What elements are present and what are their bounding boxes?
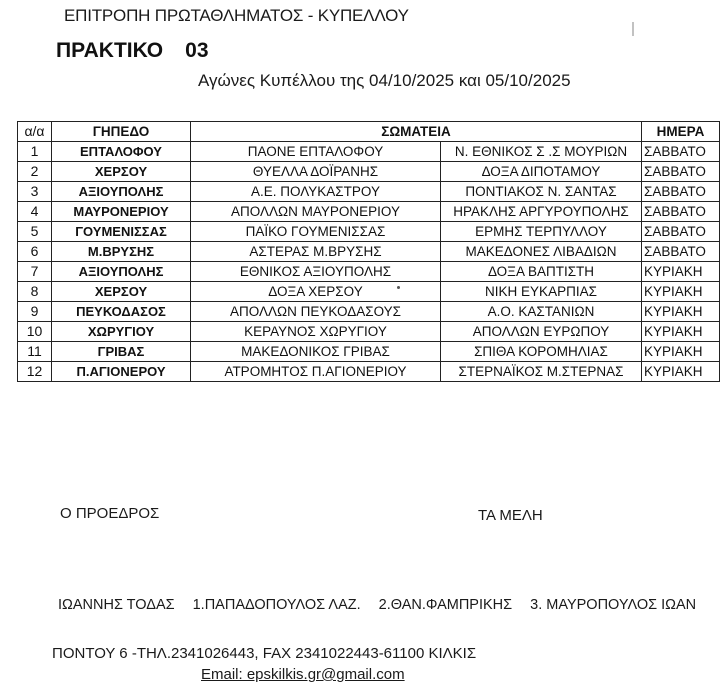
row-number: 5 [18, 222, 52, 242]
table-row [18, 242, 720, 262]
away-club-cell: Ν. ΕΘΝΙΚΟΣ Σ .Σ ΜΟΥΡΙΩΝ [441, 142, 642, 162]
president-label: Ο ΠΡΟΕΔΡΟΣ [60, 505, 160, 522]
table-row [18, 142, 720, 162]
away-club-cell: ΣΠΙΘΑ ΚΟΡΟΜΗΛΙΑΣ [441, 342, 642, 362]
day-cell: ΣΑΒΒΑΤΟ [642, 162, 720, 182]
footer-email-link[interactable]: Email: epskilkis.gr@gmail.com [201, 666, 405, 683]
away-club-cell: ΝΙΚΗ ΕΥΚΑΡΠΙΑΣ [441, 282, 642, 302]
venue-cell: ΜΑΥΡΟΝΕΡΙΟΥ [52, 202, 191, 222]
row-number: 3 [18, 182, 52, 202]
venue-cell: Μ.ΒΡΥΣΗΣ [52, 242, 191, 262]
day-cell: ΣΑΒΒΑΤΟ [642, 222, 720, 242]
venue-cell: ΠΕΥΚΟΔΑΣΟΣ [52, 302, 191, 322]
row-number: 9 [18, 302, 52, 322]
home-club-cell: ΕΘΝΙΚΟΣ ΑΞΙΟΥΠΟΛΗΣ [191, 262, 441, 282]
day-cell: ΚΥΡΙΑΚΗ [642, 282, 720, 302]
scan-speck [397, 286, 400, 289]
away-club-cell: ΕΡΜΗΣ ΤΕΡΠΥΛΛΟΥ [441, 222, 642, 242]
day-cell: ΣΑΒΒΑΤΟ [642, 142, 720, 162]
home-club-cell: ΑΣΤΕΡΑΣ Μ.ΒΡΥΣΗΣ [191, 242, 441, 262]
table-row [18, 302, 720, 322]
row-number: 11 [18, 342, 52, 362]
row-number: 12 [18, 362, 52, 382]
row-number: 2 [18, 162, 52, 182]
home-club-cell: ΑΠΟΛΛΩΝ ΜΑΥΡΟΝΕΡΙΟΥ [191, 202, 441, 222]
row-number: 10 [18, 322, 52, 342]
minutes-title-label: ΠΡΑΚΤΙΚΟ [56, 39, 164, 62]
venue-cell: ΑΞΙΟΥΠΟΛΗΣ [52, 182, 191, 202]
away-club-cell: ΣΤΕΡΝΑΪΚΟΣ Μ.ΣΤΕΡΝΑΣ [441, 362, 642, 382]
venue-cell: ΧΩΡΥΓΙΟΥ [52, 322, 191, 342]
home-club-cell: ΠΑΟΝΕ ΕΠΤΑΛΟΦΟΥ [191, 142, 441, 162]
home-club-cell: ΔΟΞΑ ΧΕΡΣΟΥ [191, 282, 441, 302]
venue-cell: ΧΕΡΣΟΥ [52, 162, 191, 182]
table-row [18, 322, 720, 342]
day-cell: ΣΑΒΒΑΤΟ [642, 242, 720, 262]
table-row [18, 282, 720, 302]
column-header-index: α/α [18, 122, 52, 142]
away-club-cell: ΑΠΟΛΛΩΝ ΕΥΡΩΠΟΥ [441, 322, 642, 342]
home-club-cell: ΑΤΡΟΜΗΤΟΣ Π.ΑΓΙΟΝΕΡΙΟΥ [191, 362, 441, 382]
away-club-cell: ΔΟΞΑ ΒΑΠΤΙΣΤΗ [441, 262, 642, 282]
venue-cell: ΑΞΙΟΥΠΟΛΗΣ [52, 262, 191, 282]
day-cell: ΚΥΡΙΑΚΗ [642, 262, 720, 282]
home-club-cell: ΑΠΟΛΛΩΝ ΠΕΥΚΟΔΑΣΟΥΣ [191, 302, 441, 322]
minutes-title [56, 39, 209, 63]
signatories-line [58, 597, 710, 613]
home-club-cell: Α.Ε. ΠΟΛΥΚΑΣΤΡΟΥ [191, 182, 441, 202]
footer-address: ΠΟΝΤΟΥ 6 -ΤΗΛ.2341026443, FAX 2341022443-61100 ΚΙΛΚΙΣ [52, 645, 477, 662]
day-cell: ΚΥΡΙΑΚΗ [642, 342, 720, 362]
table-header-row [18, 122, 720, 142]
home-club-cell: ΠΑΪΚΟ ΓΟΥΜΕΝΙΣΣΑΣ [191, 222, 441, 242]
member-3: 3. ΜΑΥΡΟΠΟΥΛΟΣ ΙΩΑΝ [530, 597, 697, 613]
matches-table [17, 121, 720, 382]
home-club-cell: ΘΥΕΛΛΑ ΔΟΪΡΑΝΗΣ [191, 162, 441, 182]
row-number: 4 [18, 202, 52, 222]
home-club-cell: ΚΕΡΑΥΝΟΣ ΧΩΡΥΓΙΟΥ [191, 322, 441, 342]
venue-cell: ΧΕΡΣΟΥ [52, 282, 191, 302]
column-header-clubs: ΣΩΜΑΤΕΙΑ [191, 122, 642, 142]
day-cell: ΣΑΒΒΑΤΟ [642, 182, 720, 202]
table-row [18, 202, 720, 222]
day-cell: ΣΑΒΒΑΤΟ [642, 202, 720, 222]
column-header-day: ΗΜΕΡΑ [642, 122, 720, 142]
column-header-venue: ΓΗΠΕΔΟ [52, 122, 191, 142]
venue-cell: Π.ΑΓΙΟΝΕΡΟΥ [52, 362, 191, 382]
home-club-cell: ΜΑΚΕΔΟΝΙΚΟΣ ΓΡΙΒΑΣ [191, 342, 441, 362]
president-name: ΙΩΑΝΝΗΣ ΤΟΔΑΣ [58, 597, 175, 613]
table-row [18, 362, 720, 382]
committee-heading: ΕΠΙΤΡΟΠΗ ΠΡΩΤΑΘΛΗΜΑΤΟΣ - ΚΥΠΕΛΛΟΥ [64, 6, 409, 25]
venue-cell: ΓΡΙΒΑΣ [52, 342, 191, 362]
row-number: 6 [18, 242, 52, 262]
row-number: 8 [18, 282, 52, 302]
table-row [18, 222, 720, 242]
table-row [18, 342, 720, 362]
minutes-number: 03 [185, 39, 209, 62]
away-club-cell: ΠΟΝΤΙΑΚΟΣ Ν. ΣΑΝΤΑΣ [441, 182, 642, 202]
table-row [18, 262, 720, 282]
away-club-cell: ΗΡΑΚΛΗΣ ΑΡΓΥΡΟΥΠΟΛΗΣ [441, 202, 642, 222]
table-row [18, 182, 720, 202]
away-club-cell: ΜΑΚΕΔΟΝΕΣ ΛΙΒΑΔΙΩΝ [441, 242, 642, 262]
member-2: 2.ΘΑΝ.ΦΑΜΠΡΙΚΗΣ [378, 597, 513, 613]
day-cell: ΚΥΡΙΑΚΗ [642, 362, 720, 382]
cup-dates-subtitle: Αγώνες Κυπέλλου της 04/10/2025 και 05/10/2025 [198, 71, 571, 90]
venue-cell: ΓΟΥΜΕΝΙΣΣΑΣ [52, 222, 191, 242]
row-number: 1 [18, 142, 52, 162]
away-club-cell: ΔΟΞΑ ΔΙΠΟΤΑΜΟΥ [441, 162, 642, 182]
table-row [18, 162, 720, 182]
venue-cell: ΕΠΤΑΛΟΦΟΥ [52, 142, 191, 162]
day-cell: ΚΥΡΙΑΚΗ [642, 302, 720, 322]
away-club-cell: Α.Ο. ΚΑΣΤΑΝΙΩΝ [441, 302, 642, 322]
scan-artifact [632, 22, 634, 36]
member-1: 1.ΠΑΠΑΔΟΠΟΥΛΟΣ ΛΑΖ. [192, 597, 361, 613]
members-label: ΤΑ ΜΕΛΗ [478, 507, 543, 524]
day-cell: ΚΥΡΙΑΚΗ [642, 322, 720, 342]
row-number: 7 [18, 262, 52, 282]
